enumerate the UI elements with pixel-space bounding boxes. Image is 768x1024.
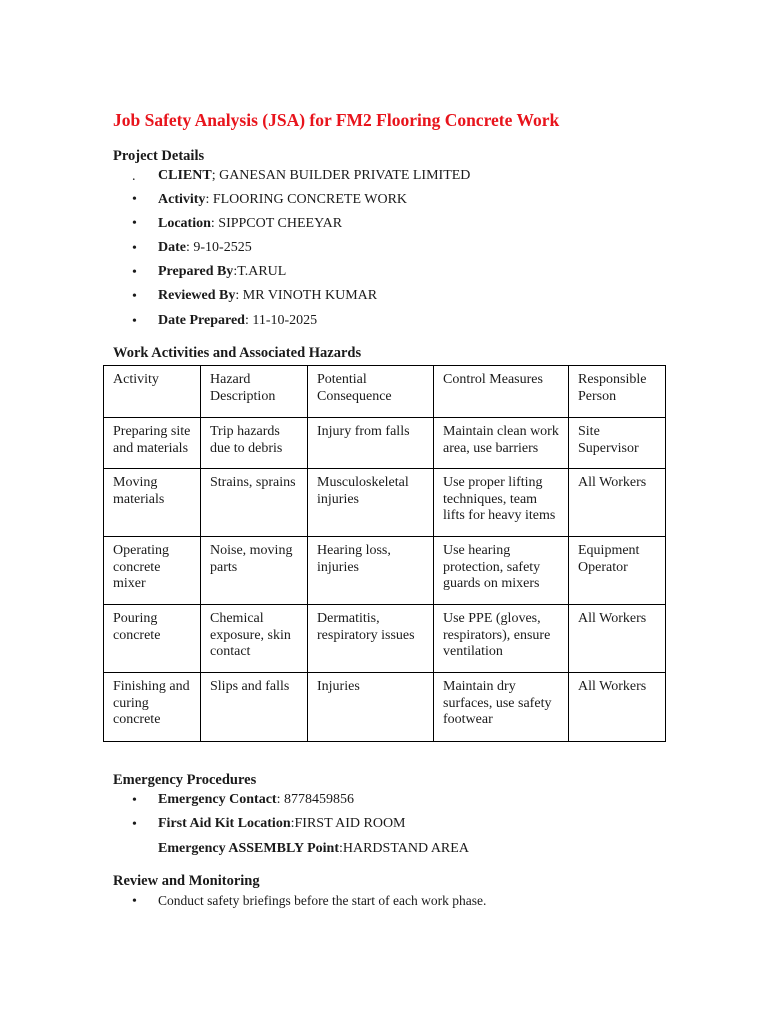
table-cell: Equipment Operator: [569, 537, 666, 605]
table-cell: Hearing loss, injuries: [308, 537, 434, 605]
table-row: [104, 418, 666, 469]
table-cell: Slips and falls: [201, 673, 308, 742]
list-item-text: [158, 288, 377, 304]
table-cell: Injury from falls: [308, 418, 434, 469]
list-item-text: [158, 216, 342, 232]
list-item-sep: :: [205, 192, 210, 207]
table-cell: Musculoskeletal injuries: [308, 469, 434, 537]
list-item-text: [158, 816, 406, 832]
table-cell: Dermatitis, respiratory issues: [308, 605, 434, 673]
table-row: [104, 469, 666, 537]
list-item-text: Conduct safety briefings before the start of each work phase.: [158, 893, 487, 908]
column-header-activity: Activity: [104, 366, 201, 418]
list-item-sep: ;: [211, 168, 216, 183]
list-item-sep: :: [290, 816, 295, 831]
bullet-icon: •: [132, 216, 137, 231]
list-item-key: First Aid Kit Location: [158, 816, 291, 831]
bullet-icon: .: [132, 169, 136, 184]
table-header-row: [104, 366, 666, 418]
list-item-text: [158, 240, 252, 256]
list-item-text: [158, 168, 470, 184]
bullet-icon: •: [132, 817, 137, 832]
project-details-heading: Project Details: [113, 148, 205, 164]
table-cell: Operating concrete mixer: [104, 537, 201, 605]
bullet-icon: •: [132, 192, 137, 207]
table-cell: Pouring concrete: [104, 605, 201, 673]
table-cell: Use hearing protection, safety guards on mixers: [434, 537, 569, 605]
list-item-value: 9-10-2525: [189, 240, 252, 255]
bullet-icon: •: [132, 894, 137, 909]
table-cell: Finishing and curing concrete: [104, 673, 201, 742]
column-header-consequence: Potential Consequence: [308, 366, 434, 418]
table-cell: All Workers: [569, 673, 666, 742]
list-item-text: [158, 313, 317, 329]
table-cell: Site Supervisor: [569, 418, 666, 469]
table-cell: Moving materials: [104, 469, 201, 537]
list-item-key: Emergency ASSEMBLY Point: [158, 841, 339, 856]
list-item-key: Location: [158, 216, 211, 231]
table-row: [104, 673, 666, 742]
list-item-value: T.ARUL: [237, 264, 287, 279]
list-item-sep: :: [338, 841, 343, 856]
list-item-value: 8778459856: [280, 792, 354, 807]
table-cell: Maintain dry surfaces, use safety footwear: [434, 673, 569, 742]
list-item-value: SIPPCOT CHEEYAR: [214, 216, 343, 231]
list-item-text: [158, 192, 407, 208]
list-item-sep: :: [233, 264, 238, 279]
bullet-icon: •: [132, 241, 137, 256]
list-item-key: Date Prepared: [158, 313, 245, 328]
list-item-key: Date: [158, 240, 186, 255]
table-cell: All Workers: [569, 469, 666, 537]
list-item-key: Activity: [158, 192, 206, 207]
table-cell: Noise, moving parts: [201, 537, 308, 605]
list-item-value: FIRST AID ROOM: [294, 816, 406, 831]
list-item-sep: :: [276, 792, 281, 807]
bullet-icon: •: [132, 314, 137, 329]
table-row: [104, 605, 666, 673]
table-row: [104, 537, 666, 605]
table-cell: Injuries: [308, 673, 434, 742]
bullet-icon: •: [132, 793, 137, 808]
list-item-value: FLOORING CONCRETE WORK: [209, 192, 408, 207]
list-item-text: [158, 264, 286, 280]
list-item-value: 11-10-2025: [248, 313, 318, 328]
table-cell: Strains, sprains: [201, 469, 308, 537]
column-header-hazard: Hazard Description: [201, 366, 308, 418]
list-item-sep: :: [244, 313, 249, 328]
list-item-value: MR VINOTH KUMAR: [239, 288, 378, 303]
bullet-icon: •: [132, 265, 137, 280]
table-cell: Use PPE (gloves, respirators), ensure ventilation: [434, 605, 569, 673]
emergency-heading: Emergency Procedures: [113, 772, 257, 788]
list-item-sep: :: [210, 216, 215, 231]
list-item-text: [158, 792, 354, 808]
list-item-text: [158, 841, 469, 857]
list-item-key: Emergency Contact: [158, 792, 277, 807]
column-header-control: Control Measures: [434, 366, 569, 418]
activities-heading: Work Activities and Associated Hazards: [113, 345, 362, 361]
bullet-icon: •: [132, 289, 137, 304]
table-cell: Chemical exposure, skin contact: [201, 605, 308, 673]
list-item-sep: :: [186, 240, 190, 255]
table-cell: All Workers: [569, 605, 666, 673]
table-cell: Use proper lifting techniques, team lifts for heavy items: [434, 469, 569, 537]
table-cell: Preparing site and materials: [104, 418, 201, 469]
list-item-key: Prepared By: [158, 264, 234, 279]
document-title: Job Safety Analysis (JSA) for FM2 Flooring Concrete Work: [113, 110, 560, 130]
table-cell: Maintain clean work area, use barriers: [434, 418, 569, 469]
review-heading: Review and Monitoring: [113, 873, 260, 889]
list-item-value: GANESAN BUILDER PRIVATE LIMITED: [215, 168, 471, 183]
list-item-key: CLIENT: [158, 168, 212, 183]
list-item-key: Reviewed By: [158, 288, 236, 303]
table-cell: Trip hazards due to debris: [201, 418, 308, 469]
hazards-table: [103, 365, 666, 742]
column-header-responsible: Responsible Person: [569, 366, 666, 418]
list-item-value: HARDSTAND AREA: [342, 841, 469, 856]
list-item-sep: :: [235, 288, 240, 303]
